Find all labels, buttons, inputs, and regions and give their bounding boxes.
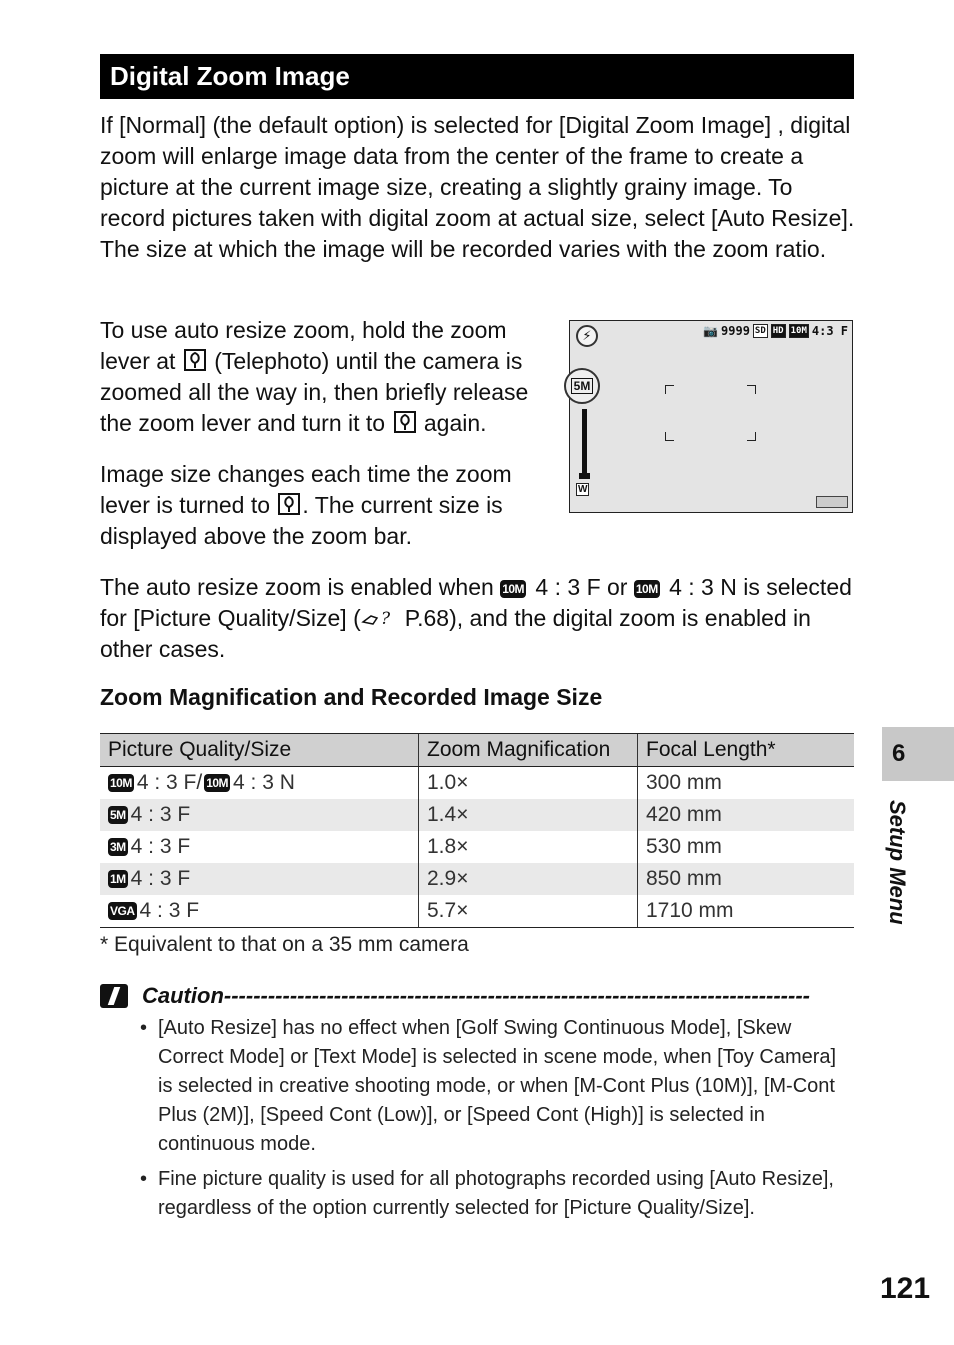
chapter-tab[interactable]: 6 xyxy=(882,727,954,781)
size-text: 4 : 3 F xyxy=(139,899,200,922)
telephoto-icon xyxy=(278,493,300,515)
aspect-label: 4:3 F xyxy=(811,324,848,338)
caution-heading xyxy=(100,983,856,1009)
quality-cell xyxy=(100,895,419,928)
quality-cell xyxy=(100,767,419,800)
table-header-row xyxy=(100,734,854,767)
caution-list xyxy=(140,1014,856,1229)
intro-paragraph: If [Normal] (the default option) is selected for [Digital Zoom Image] , digital zoom will enlarge image data from the center of the frame to create a picture at the current image size, creating a slightly grainy image. To record pictures taken with digital zoom at actual size, select [Auto Resize]. The size at which the image will be recorded varies with the zoom ratio. xyxy=(100,112,855,262)
quality-icon: 10M xyxy=(110,776,132,790)
focal-cell: 300 mm xyxy=(638,767,855,800)
hd-badge: HD xyxy=(772,326,784,336)
table-row xyxy=(100,799,854,831)
caution-title: Caution xyxy=(142,983,224,1008)
quality-icon: VGA xyxy=(110,904,135,918)
flash-off-icon: ⚡ xyxy=(576,325,598,347)
caution-item: • [Auto Resize] has no effect when [Golf Swing Continuous Mode], [Skew Correct Mode] or [Text Mode] is selected in scene mode, when [Toy Camera] is selected in creative shooting mode, or when [M-Cont Plus (10M)], [M-Cont Plus (2M)], [Speed Cont (Low)], or [Speed Cont (High)] is selected in continuous mode. xyxy=(140,1014,856,1159)
size-text: 4 : 3 F xyxy=(130,835,191,858)
battery-icon xyxy=(816,496,848,508)
table-row xyxy=(100,767,854,800)
zoom-size-indicator xyxy=(564,368,600,404)
column-header: Focal Length* xyxy=(638,734,855,767)
zoom-bar-knob xyxy=(579,473,590,479)
quality-10m-icon: 10M xyxy=(635,582,658,596)
text-run: 4 : 3 F or xyxy=(529,574,634,600)
zoom-cell: 2.9× xyxy=(419,863,638,895)
text-run: (Telephoto) until the camera is zoomed all the way in, then briefly release the zoom lever and turn it to xyxy=(100,348,529,436)
text-run: again. xyxy=(417,410,487,436)
camera-screen-illustration xyxy=(569,320,853,513)
section-title: Digital Zoom Image xyxy=(100,54,854,99)
zoom-bar xyxy=(582,409,587,479)
quality-icon: 1M xyxy=(110,872,126,886)
zoom-table xyxy=(100,733,854,928)
quality-icon: 5M xyxy=(110,808,126,822)
zoom-cell: 1.8× xyxy=(419,831,638,863)
zoom-cell: 1.4× xyxy=(419,799,638,831)
svg-text:?: ? xyxy=(380,609,390,629)
shots-remaining: 9999 xyxy=(721,324,750,338)
af-frame-corner xyxy=(665,432,674,441)
table-heading: Zoom Magnification and Recorded Image Size xyxy=(100,684,603,710)
size-text: 4 : 3 F xyxy=(130,803,191,826)
quality-icon: 3M xyxy=(110,840,126,854)
column-header: Picture Quality/Size xyxy=(100,734,419,767)
text-run: To use auto resize zoom, hold the zoom lever at xyxy=(100,317,507,374)
size-text: 4 : 3 F/ xyxy=(136,771,203,794)
text-run: The auto resize zoom is enabled when xyxy=(100,574,501,600)
caution-rule: -------------------------------------------------------------------------------- xyxy=(223,983,810,1008)
caution-item: • Fine picture quality is used for all photographs recorded using [Auto Resize], regardless of the option currently selected for [Picture Quality/Size]. xyxy=(140,1165,856,1223)
size-change-paragraph xyxy=(100,459,555,552)
zoom-cell: 5.7× xyxy=(419,895,638,928)
sd-badge: SD xyxy=(754,326,766,336)
enabled-conditions-paragraph xyxy=(100,572,860,665)
text-run: . The current size is displayed above the zoom bar. xyxy=(100,492,503,549)
page-reference[interactable]: P.68 xyxy=(404,605,450,631)
page-number: 121 xyxy=(880,1272,931,1305)
table-footnote: * Equivalent to that on a 35 mm camera xyxy=(100,933,469,956)
table-row xyxy=(100,831,854,863)
af-frame-corner xyxy=(747,432,756,441)
column-header: Zoom Magnification xyxy=(419,734,638,767)
zoom-cell: 1.0× xyxy=(419,767,638,800)
caution-pencil-icon xyxy=(100,984,128,1008)
quality-10m-icon: 10M xyxy=(502,582,525,596)
focal-cell: 1710 mm xyxy=(638,895,855,928)
quality-cell xyxy=(100,799,419,831)
text-run: 4 : 3 N is selected for [Picture Quality/Size] ( xyxy=(100,574,852,631)
quality-badge: 10M xyxy=(790,326,807,336)
screen-status-bar xyxy=(703,324,848,338)
text-run: ), and the digital zoom is enabled in other cases. xyxy=(100,605,811,662)
telephoto-icon xyxy=(394,411,416,433)
af-frame-corner xyxy=(665,385,674,394)
camera-icon: 📷 xyxy=(703,324,719,338)
table-row xyxy=(100,863,854,895)
page-reference-icon xyxy=(361,606,405,630)
quality-icon: 10M xyxy=(206,776,229,790)
quality-cell xyxy=(100,831,419,863)
focal-cell: 850 mm xyxy=(638,863,855,895)
focal-cell: 530 mm xyxy=(638,831,855,863)
focal-cell: 420 mm xyxy=(638,799,855,831)
chapter-label: Setup Menu xyxy=(885,800,910,925)
text-run: Image size changes each time the zoom lever is turned to xyxy=(100,461,512,518)
zoom-size-label: 5M xyxy=(571,378,594,394)
auto-resize-paragraph xyxy=(100,315,555,439)
size-text: 4 : 3 N xyxy=(233,771,295,794)
table-row xyxy=(100,895,854,928)
size-text: 4 : 3 F xyxy=(130,867,191,890)
quality-cell xyxy=(100,863,419,895)
wide-label: W xyxy=(578,484,588,495)
af-frame-corner xyxy=(747,385,756,394)
telephoto-icon xyxy=(184,349,206,371)
